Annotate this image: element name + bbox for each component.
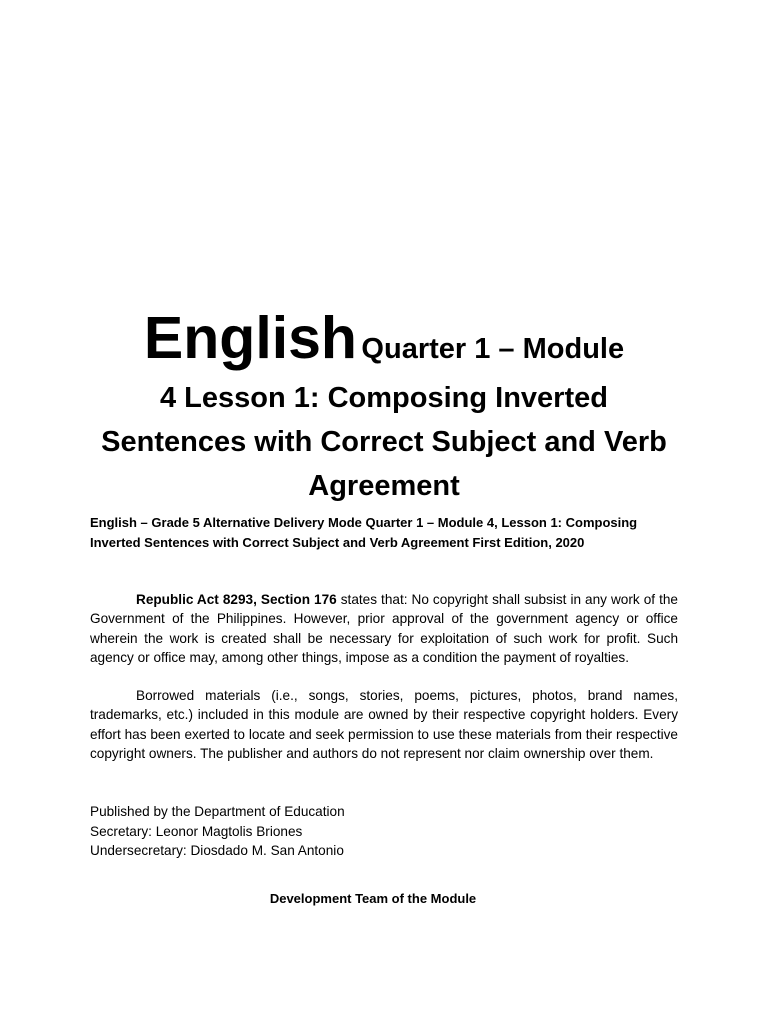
title-line-1 xyxy=(0,300,768,376)
edition-note: English – Grade 5 Alternative Delivery Mode Quarter 1 – Module 4, Lesson 1: Composing Inverted Sentences with Correct Subject and Verb Agreement First Edition, 2020 xyxy=(90,515,638,550)
title-lesson: 4 Lesson 1: Composing Inverted Sentences with Correct Subject and Verb Agreement xyxy=(101,382,667,502)
module-title xyxy=(0,300,768,508)
title-quarter-module: Quarter 1 – Module xyxy=(361,333,625,365)
title-main-word: English xyxy=(143,305,357,371)
borrowed-materials-paragraph: Borrowed materials (i.e., songs, stories, poems, pictures, photos, brand names, trademarks, etc.) included in this module are owned by their respective copyright holders. Every effort has been exerted to locate and seek permission to use these materials from their respective copyright owners. The publisher and authors do not represent nor claim ownership over them. xyxy=(90,688,678,761)
development-team-heading: Development Team of the Module xyxy=(269,891,477,906)
law-reference: Republic Act 8293, Section 176 xyxy=(136,592,337,607)
publisher-credits xyxy=(90,802,345,861)
publisher-line: Published by the Department of Education xyxy=(90,804,345,819)
secretary-line: Secretary: Leonor Magtolis Briones xyxy=(90,823,303,839)
copyright-text: states that: No copyright shall subsist in any work of the Government of the Philippines. However, prior approval of the government agency or office wherein the work is created shall be necessary for exploitation of such work for profit. Such agency or office may, among other things, impose as a condition the payment of royalties. xyxy=(90,592,678,665)
undersecretary-line: Undersecretary: Diosdado M. San Antonio xyxy=(90,843,344,858)
copyright-paragraph xyxy=(90,590,678,667)
